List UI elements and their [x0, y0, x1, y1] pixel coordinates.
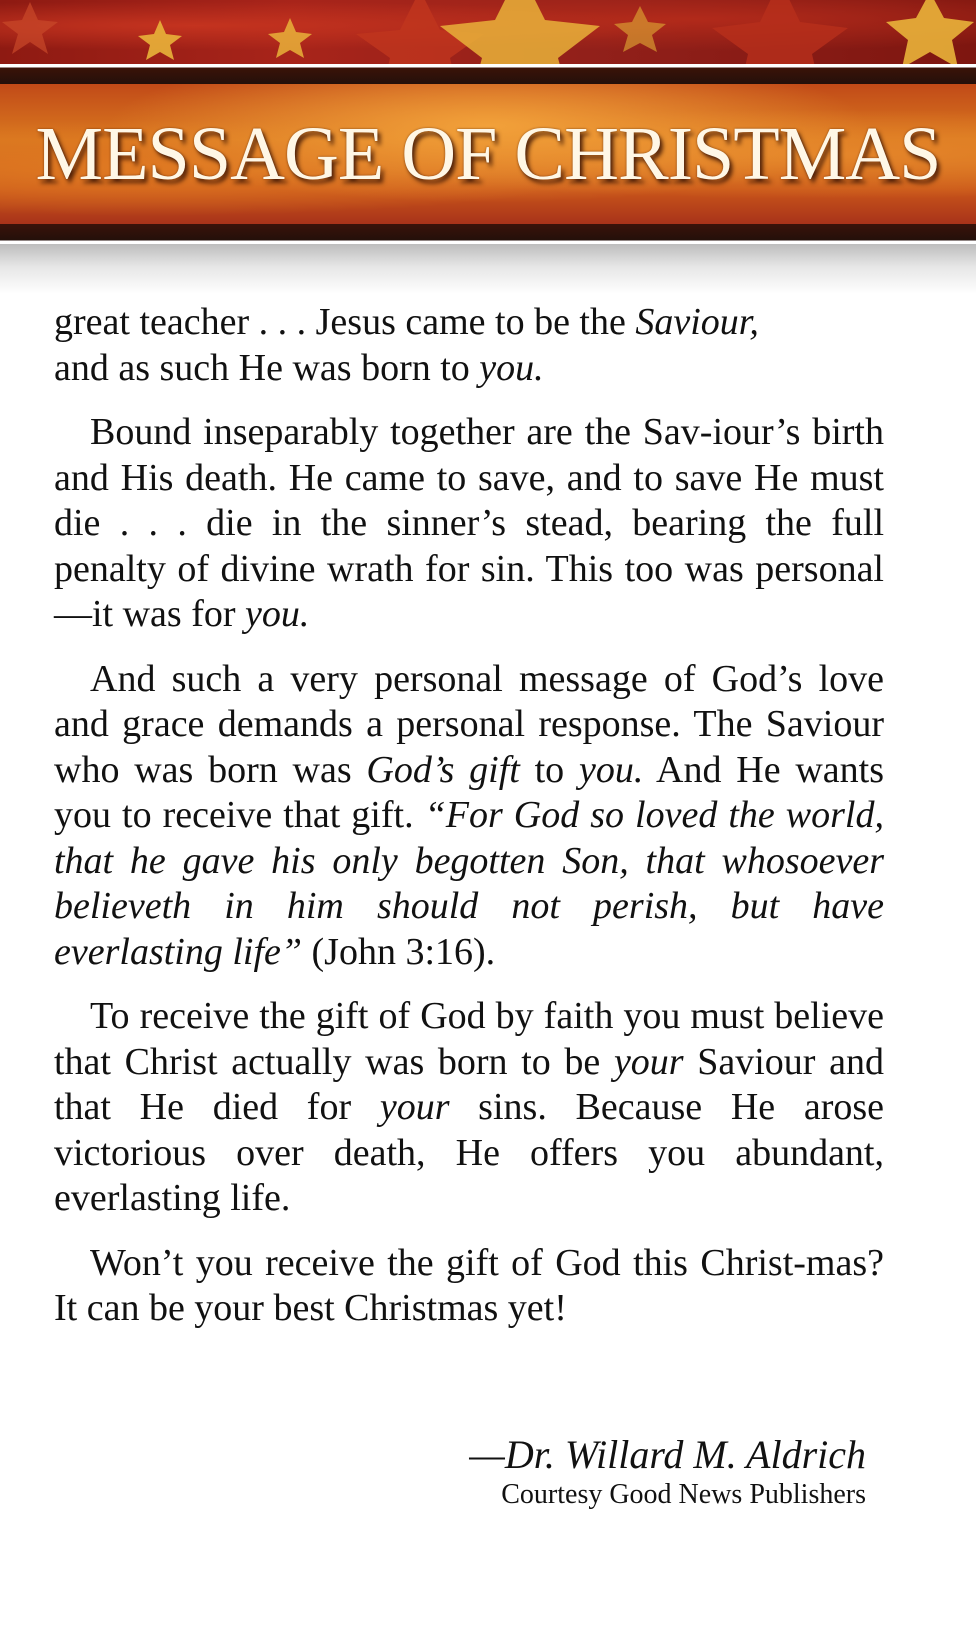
paragraph-3	[54, 657, 884, 976]
byline	[469, 1432, 866, 1512]
star-icon	[268, 18, 312, 58]
title-banner	[0, 84, 976, 224]
emphasis-span: you.	[479, 346, 544, 389]
star-icon	[614, 6, 666, 52]
emphasis-span: you.	[245, 593, 310, 635]
header-dark-band-bottom	[0, 224, 976, 244]
text-span: Saviour and that He died for	[54, 1040, 884, 1128]
text-span: and as such He was born to	[54, 346, 480, 389]
emphasis-span: your	[613, 1040, 684, 1083]
author-name: —Dr. Willard M. Aldrich	[469, 1432, 866, 1477]
text-span: And such a very personal message of God’s love and grace demands a personal response. The Saviour who was born was	[54, 657, 884, 791]
star-icon	[138, 20, 182, 60]
paragraph-5	[54, 1241, 884, 1332]
text-span: To receive the gift of God by faith you must believe that Christ actually was born to be	[54, 995, 884, 1083]
text-span: to	[519, 748, 579, 791]
paragraph-1	[54, 300, 884, 391]
publisher-credit: Courtesy Good News Publishers	[501, 1479, 866, 1510]
article-body	[54, 300, 884, 1351]
text-span: sins. Because He arose victorious over death, He offers you abundant, everlasting life.	[54, 1086, 884, 1219]
scripture-quote: “For God so loved the world, that he gave his only begotten Son, that whosoever believeth in him should not perish, but have everlasting life”	[54, 794, 884, 973]
paragraph-2	[54, 410, 884, 638]
star-icon	[886, 0, 974, 64]
text-span: great teacher . . . Jesus came to be the	[54, 301, 636, 343]
text-span: Won’t you receive the gift of God this Christ-mas? It can be your best Christmas yet!	[54, 1241, 884, 1329]
header-star-strip	[0, 0, 976, 64]
star-icon	[712, 0, 848, 64]
star-icon	[440, 0, 600, 64]
scripture-reference: (John 3:16).	[302, 930, 496, 973]
paragraph-4	[54, 994, 884, 1222]
emphasis-span: your	[379, 1086, 450, 1128]
emphasis-span: you.	[578, 748, 644, 791]
emphasis-span: Saviour,	[635, 301, 759, 343]
text-span: Bound inseparably together are the Sav-iour’s birth and His death. He came to save, and to save He must die . . . die in the sinner’s stead, bearing the full penalty of divine wrath for sin. This too was personal—it was for	[54, 411, 884, 635]
header-dark-band-top	[0, 64, 976, 84]
star-icon	[2, 2, 58, 54]
stars-decoration	[0, 0, 976, 64]
emphasis-span: God’s gift	[366, 748, 520, 791]
text-span: And He wants you to receive that gift.	[54, 748, 884, 836]
header-shadow-fade	[0, 244, 976, 294]
page-title: MESSAGE OF CHRISTMAS	[35, 111, 941, 196]
